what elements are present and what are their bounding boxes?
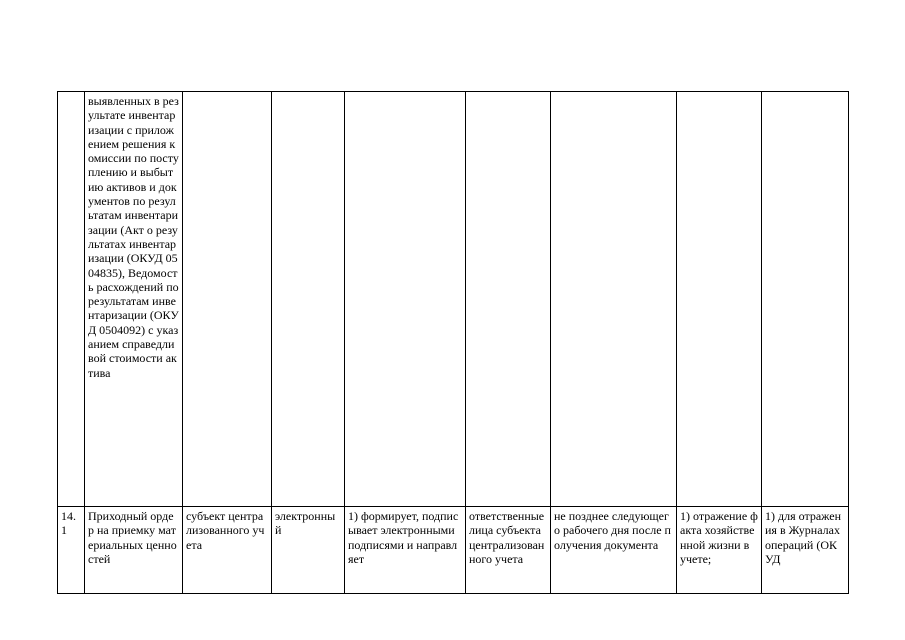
cell-document-name: выявленных в результате инвентаризации с приложением решения комиссии по поступлению и выбытию активов и документов по результатам инвентаризации (Акт о результатах инвентаризации (ОКУД 0504835), Ведомость расхождений по результатам инвентаризации (ОКУД 0504092) с указанием справедливой стоимости актива <box>85 92 183 507</box>
cell-purpose <box>762 92 849 507</box>
cell-document-name: Приходный ордер на приемку материальных ценностей <box>85 507 183 594</box>
cell-form <box>272 92 345 507</box>
cell-creator <box>183 92 272 507</box>
cell-form: электронный <box>272 507 345 594</box>
cell-action: 1) формирует, подписывает электронными подписями и направляет <box>345 507 466 594</box>
table-row-14-1 <box>58 507 849 594</box>
cell-number: 14. 1 <box>58 507 85 594</box>
table-row-continued <box>58 92 849 507</box>
cell-responsible <box>466 92 551 507</box>
cell-deadline: не позднее следующего рабочего дня после получения документа <box>551 507 677 594</box>
cell-number <box>58 92 85 507</box>
cell-responsible: ответственные лица субъекта централизованного учета <box>466 507 551 594</box>
cell-recipient-action <box>677 92 762 507</box>
cell-creator: субъект централизованного учета <box>183 507 272 594</box>
cell-purpose: 1) для отражения в Журналах операций (ОКУД <box>762 507 849 594</box>
document-table <box>57 91 849 594</box>
cell-action <box>345 92 466 507</box>
cell-deadline <box>551 92 677 507</box>
cell-recipient-action: 1) отражение факта хозяйственной жизни в учете; <box>677 507 762 594</box>
